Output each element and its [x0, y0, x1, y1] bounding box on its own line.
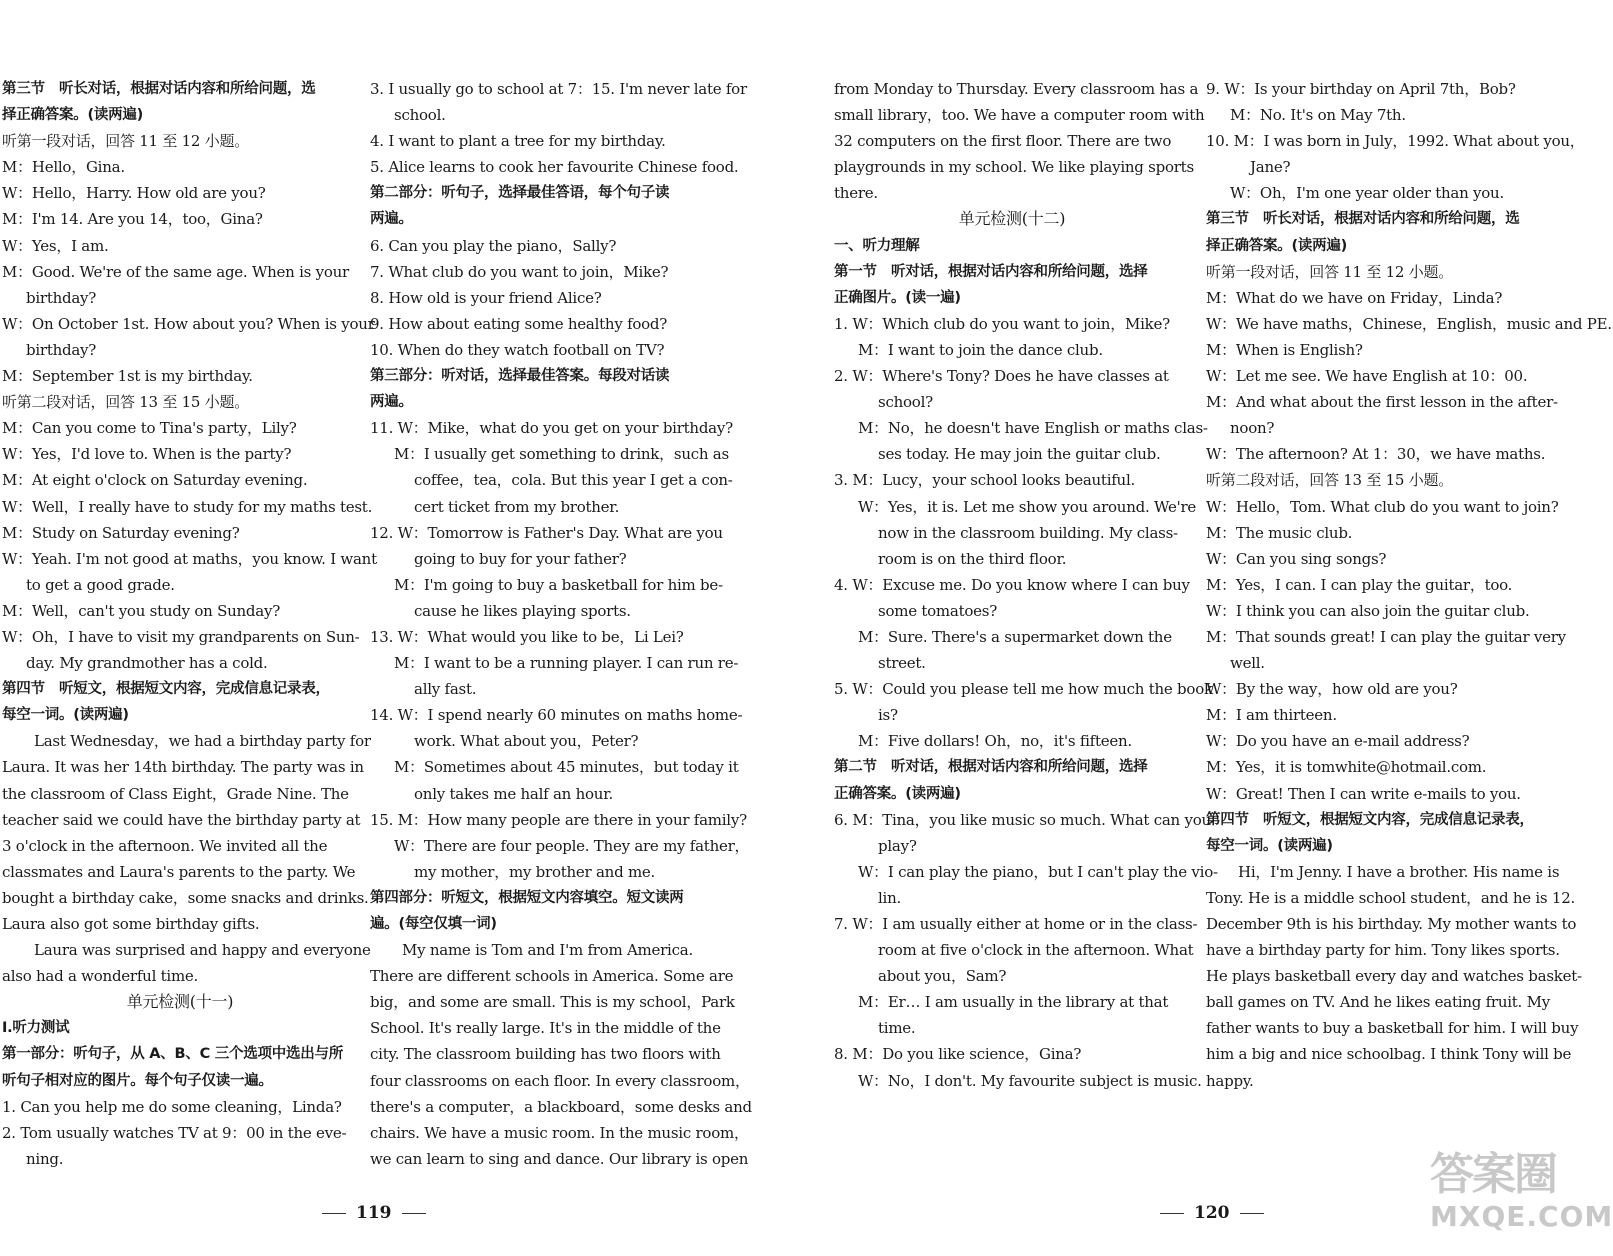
text-line: Laura also got some birthday gifts.	[2, 915, 260, 933]
text-line: W：Yes，I am.	[2, 236, 109, 255]
text-line: W：I can play the piano，but I can't play the vio-	[858, 862, 1218, 881]
text-line: W：Oh，I'm one year older than you.	[1230, 184, 1504, 203]
text-line: School. It's really large. It's in the middle of the	[370, 1019, 721, 1038]
section-heading: 第三节 听长对话，根据对话内容和所给问题，选	[2, 81, 316, 97]
text-line: 3. I usually go to school at 7：15. I'm never late for	[370, 80, 747, 98]
section-heading: 第一部分：听句子，从 A、B、C 三个选项中选出与所	[2, 1046, 344, 1063]
section-heading: 两遍。	[370, 394, 413, 411]
text-line: cert ticket from my brother.	[414, 497, 620, 516]
text-line: There are different schools in America. Some are	[370, 967, 734, 986]
text-line: M：Good. We're of the same age. When is your	[2, 262, 349, 281]
text-line: Jane?	[1250, 158, 1291, 177]
text-line: happy.	[1206, 1071, 1254, 1090]
section-heading: 遍。(每空仅填一词)	[370, 916, 497, 932]
text-line: W：On October 1st. How about you? When is your	[2, 314, 375, 333]
text-line: teacher said we could have the birthday party at	[2, 810, 361, 829]
text-line: work. What about you，Peter?	[414, 732, 639, 751]
text-line: 听第一段对话，回答 11 至 12 小题。	[2, 132, 249, 151]
text-line: 3. M：Lucy，your school looks beautiful.	[834, 471, 1136, 490]
text-line: only takes me half an hour.	[414, 784, 613, 803]
section-heading: 一、听力理解	[834, 237, 920, 254]
page-number-dash-right	[402, 1213, 426, 1214]
text-line: from Monday to Thursday. Every classroom has a	[834, 80, 1199, 98]
watermark-logo	[1430, 1149, 1613, 1242]
text-line: we can learn to sing and dance. Our library is open	[370, 1149, 749, 1168]
text-line: 2. Tom usually watches TV at 9：00 in the eve-	[2, 1123, 347, 1142]
text-line: there's a computer，a blackboard，some desks and	[370, 1097, 752, 1116]
text-line: about you，Sam?	[878, 967, 1007, 986]
section-heading: 听句子相对应的图片。每个句子仅读一遍。	[2, 1072, 273, 1089]
column-right-2	[1206, 76, 1612, 1094]
section-heading: 每空一词。(读两遍)	[1206, 837, 1333, 854]
text-line: ning.	[26, 1149, 64, 1168]
text-line: birthday?	[26, 340, 97, 359]
text-line: 10. M：I was born in July，1992. What about you，	[1206, 132, 1585, 151]
text-line: W：Hello，Harry. How old are you?	[2, 184, 266, 203]
text-line: 2. W：Where's Tony? Does he have classes at	[834, 367, 1169, 386]
text-line: M：Well，can't you study on Sunday?	[2, 601, 280, 620]
text-line: 7. W：I am usually either at home or in the class-	[834, 915, 1198, 933]
section-heading: 每空一词。(读两遍)	[2, 707, 129, 724]
text-line: W：Well，I really have to study for my maths test.	[2, 497, 373, 516]
text-line: going to buy for your father?	[414, 549, 627, 568]
text-line: Tony. He is a middle school student，and he is 12.	[1206, 888, 1576, 907]
section-heading: 第四部分：听短文，根据短文内容填空。短文读两	[370, 889, 684, 906]
text-line: to get a good grade.	[26, 575, 175, 594]
text-line: 14. W：I spend nearly 60 minutes on maths home-	[370, 706, 743, 725]
text-line: W：By the way，how old are you?	[1206, 680, 1458, 699]
text-line: 12. W：Tomorrow is Father's Day. What are you	[370, 523, 723, 542]
text-line: M：No. It's on May 7th.	[1230, 106, 1406, 125]
text-line: W：Great! Then I can write e-mails to you.	[1206, 784, 1521, 803]
section-heading: Ⅰ.听力测试	[2, 1020, 70, 1037]
text-line: W：We have maths，Chinese，English，music and PE.	[1206, 314, 1612, 333]
text-line: M：I am thirteen.	[1206, 706, 1337, 725]
section-heading: 第一节 听对话，根据对话内容和所给问题，选择	[834, 263, 1148, 280]
section-heading: 择正确答案。(读两遍)	[1206, 237, 1348, 254]
text-line: M：When is English?	[1206, 340, 1363, 359]
text-line: time.	[878, 1019, 916, 1038]
text-line: M：I usually get something to drink，such as	[394, 445, 729, 464]
text-line: 1. Can you help me do some cleaning，Linda?	[2, 1097, 342, 1116]
page-number-dash-left	[1160, 1213, 1184, 1214]
text-line: M：Hello，Gina.	[2, 158, 125, 177]
text-line: ally fast.	[414, 680, 477, 699]
text-line: also had a wonderful time.	[2, 967, 199, 986]
section-heading: 第三节 听长对话，根据对话内容和所给问题，选	[1206, 211, 1520, 228]
text-line: four classrooms on each floor. In every classroom，	[370, 1071, 750, 1090]
text-line: lin.	[878, 888, 902, 907]
page-number-left	[312, 1203, 436, 1223]
text-line: M：I'm going to buy a basketball for him be-	[394, 575, 723, 594]
text-line: room is on the third floor.	[878, 549, 1067, 568]
text-line: 7. What club do you want to join，Mike?	[370, 262, 669, 281]
text-line: M：I'm 14. Are you 14，too，Gina?	[2, 210, 263, 229]
text-line: W：Let me see. We have English at 10：00.	[1206, 367, 1528, 386]
text-line: room at five o'clock in the afternoon. What	[878, 941, 1194, 960]
text-line: Laura was surprised and happy and everyone	[34, 941, 371, 960]
section-heading: 正确答案。(读两遍)	[834, 785, 961, 802]
section-heading: 第四节 听短文，根据短文内容，完成信息记录表，	[1206, 811, 1534, 828]
text-line: 3 o'clock in the afternoon. We invited all the	[2, 836, 328, 855]
text-line: 听第二段对话，回答 13 至 15 小题。	[2, 393, 249, 412]
text-line: 9. How about eating some healthy food?	[370, 314, 668, 333]
text-line: W：Hello，Tom. What club do you want to join?	[1206, 497, 1559, 516]
text-line: street.	[878, 654, 926, 673]
text-line: M：And what about the first lesson in the after-	[1206, 393, 1558, 412]
text-line: coffee，tea，cola. But this year I get a con-	[414, 471, 733, 490]
text-line: ses today. He may join the guitar club.	[878, 445, 1161, 464]
text-line: M：Er… I am usually in the library at that	[858, 993, 1169, 1012]
text-line: there.	[834, 184, 878, 203]
text-line: W：Can you sing songs?	[1206, 549, 1387, 568]
text-line: now in the classroom building. My class-	[878, 523, 1178, 542]
column-right-1	[834, 76, 1218, 1094]
watermark-bottom-text: MXQE.COM	[1430, 1200, 1613, 1233]
text-line: have a birthday party for him. Tony likes sports.	[1206, 941, 1560, 960]
text-line: 1. W：Which club do you want to join，Mike?	[834, 314, 1170, 333]
text-line: 5. W：Could you please tell me how much the book	[834, 680, 1213, 699]
text-line: M：Yes，I can. I can play the guitar，too.	[1206, 575, 1513, 594]
text-line: day. My grandmother has a cold.	[26, 654, 268, 673]
text-line: noon?	[1230, 419, 1275, 438]
text-line: 15. M：How many people are there in your family?	[370, 810, 747, 829]
text-line: 32 computers on the first floor. There are two	[834, 132, 1172, 151]
text-line: M：Sometimes about 45 minutes，but today it	[394, 758, 739, 777]
column-left-2	[370, 76, 752, 1172]
text-line: M：What do we have on Friday，Linda?	[1206, 288, 1503, 307]
section-heading: 第二节 听对话，根据对话内容和所给问题，选择	[834, 759, 1148, 776]
text-line: My name is Tom and I'm from America.	[402, 941, 693, 960]
text-line: W：Yes，I'd love to. When is the party?	[2, 445, 292, 464]
text-line: W：The afternoon? At 1：30，we have maths.	[1206, 445, 1546, 464]
text-line: 6. M：Tina，you like music so much. What can you	[834, 810, 1211, 829]
page-number-dash-right	[1240, 1213, 1264, 1214]
text-line: M：At eight o'clock on Saturday evening.	[2, 471, 308, 490]
text-line: my mother，my brother and me.	[414, 862, 656, 881]
text-line: birthday?	[26, 288, 97, 307]
text-line: 9. W：Is your birthday on April 7th，Bob?	[1206, 80, 1516, 98]
text-line: 4. W：Excuse me. Do you know where I can buy	[834, 575, 1190, 594]
text-line: M：I want to join the dance club.	[858, 340, 1103, 359]
text-line: W：Oh，I have to visit my grandparents on Sun-	[2, 627, 360, 646]
text-line: small library，too. We have a computer room with	[834, 106, 1205, 125]
section-heading: 正确图片。(读一遍)	[834, 289, 961, 306]
text-line: 4. I want to plant a tree for my birthday.	[370, 132, 666, 151]
text-line: M：Study on Saturday evening?	[2, 523, 240, 542]
text-line: school.	[394, 106, 446, 125]
text-line: W：No，I don't. My favourite subject is music.	[858, 1071, 1202, 1090]
text-line: M：That sounds great! I can play the guitar very	[1206, 627, 1566, 646]
text-line: M：Five dollars! Oh，no，it's fifteen.	[858, 732, 1132, 751]
text-line: M：September 1st is my birthday.	[2, 367, 253, 386]
text-line: is?	[878, 706, 898, 725]
section-heading: 第三部分：听对话，选择最佳答案。每段对话读	[370, 368, 670, 385]
text-line: 11. W：Mike，what do you get on your birthday?	[370, 419, 733, 438]
text-line: cause he likes playing sports.	[414, 601, 631, 620]
text-line: bought a birthday cake，some snacks and drinks.	[2, 888, 369, 907]
text-line: well.	[1230, 654, 1265, 673]
text-line: the classroom of Class Eight，Grade Nine. The	[2, 784, 349, 803]
section-heading: 第二部分：听句子，选择最佳答语，每个句子读	[370, 185, 670, 202]
text-line: 13. W：What would you like to be，Li Lei?	[370, 627, 684, 646]
text-line: 听第一段对话，回答 11 至 12 小题。	[1206, 262, 1453, 281]
text-line: 8. M：Do you like science，Gina?	[834, 1045, 1082, 1064]
text-line: M：Yes，it is tomwhite@hotmail.com.	[1206, 758, 1487, 777]
text-line: W：There are four people. They are my father，	[394, 836, 750, 855]
text-line: M：The music club.	[1206, 523, 1353, 542]
text-line: 6. Can you play the piano，Sally?	[370, 236, 617, 255]
section-heading: 第四节 听短文，根据短文内容，完成信息记录表，	[2, 681, 330, 698]
page-number-dash-left	[322, 1213, 346, 1214]
text-line: Laura. It was her 14th birthday. The party was in	[2, 758, 364, 777]
page-number-left-text: 119	[356, 1203, 392, 1223]
text-line: 10. When do they watch football on TV?	[370, 340, 665, 359]
section-heading: 择正确答案。(读两遍)	[2, 107, 144, 124]
column-left-1	[2, 76, 377, 1172]
text-line: chairs. We have a music room. In the music room，	[370, 1123, 749, 1142]
text-line: ball games on TV. And he likes eating fruit. My	[1206, 993, 1550, 1012]
text-line: 8. How old is your friend Alice?	[370, 288, 602, 307]
text-line: M：Sure. There's a supermarket down the	[858, 627, 1172, 646]
text-line: Last Wednesday，we had a birthday party for	[34, 732, 371, 751]
text-line: 听第二段对话，回答 13 至 15 小题。	[1206, 471, 1453, 490]
text-line: city. The classroom building has two floors with	[370, 1045, 721, 1064]
text-line: December 9th is his birthday. My mother wants to	[1206, 915, 1577, 933]
text-line: playgrounds in my school. We like playing sports	[834, 158, 1194, 177]
text-line: 5. Alice learns to cook her favourite Chinese food.	[370, 158, 739, 177]
text-line: W：I think you can also join the guitar club.	[1206, 601, 1530, 620]
text-line: M：Can you come to Tina's party，Lily?	[2, 419, 297, 438]
text-line: M：I want to be a running player. I can run re-	[394, 654, 739, 673]
text-line: M：No，he doesn't have English or maths clas-	[858, 419, 1208, 438]
section-heading: 两遍。	[370, 211, 413, 228]
text-line: W：Yeah. I'm not good at maths，you know. I want	[2, 549, 377, 568]
text-line: Hi，I'm Jenny. I have a brother. His name is	[1238, 862, 1560, 881]
text-line: W：Yes，it is. Let me show you around. We're	[858, 497, 1196, 516]
text-line: father wants to buy a basketball for him. I will buy	[1206, 1019, 1579, 1038]
text-line: W：Do you have an e-mail address?	[1206, 732, 1470, 751]
text-line: him a big and nice schoolbag. I think Tony will be	[1206, 1045, 1572, 1064]
text-line: He plays basketball every day and watches basket-	[1206, 967, 1582, 986]
text-line: play?	[878, 836, 917, 855]
text-line: school?	[878, 393, 933, 412]
page-number-right-text: 120	[1194, 1203, 1230, 1223]
page-number-right	[1150, 1203, 1274, 1223]
text-line: big，and some are small. This is my school，Park	[370, 993, 735, 1012]
section-title: 单元检测(十一)	[126, 992, 234, 1012]
watermark-top-text: 答案圈	[1430, 1149, 1556, 1200]
text-line: classmates and Laura's parents to the party. We	[2, 862, 356, 881]
section-title: 单元检测(十二)	[958, 209, 1066, 229]
text-line: some tomatoes?	[878, 601, 997, 620]
